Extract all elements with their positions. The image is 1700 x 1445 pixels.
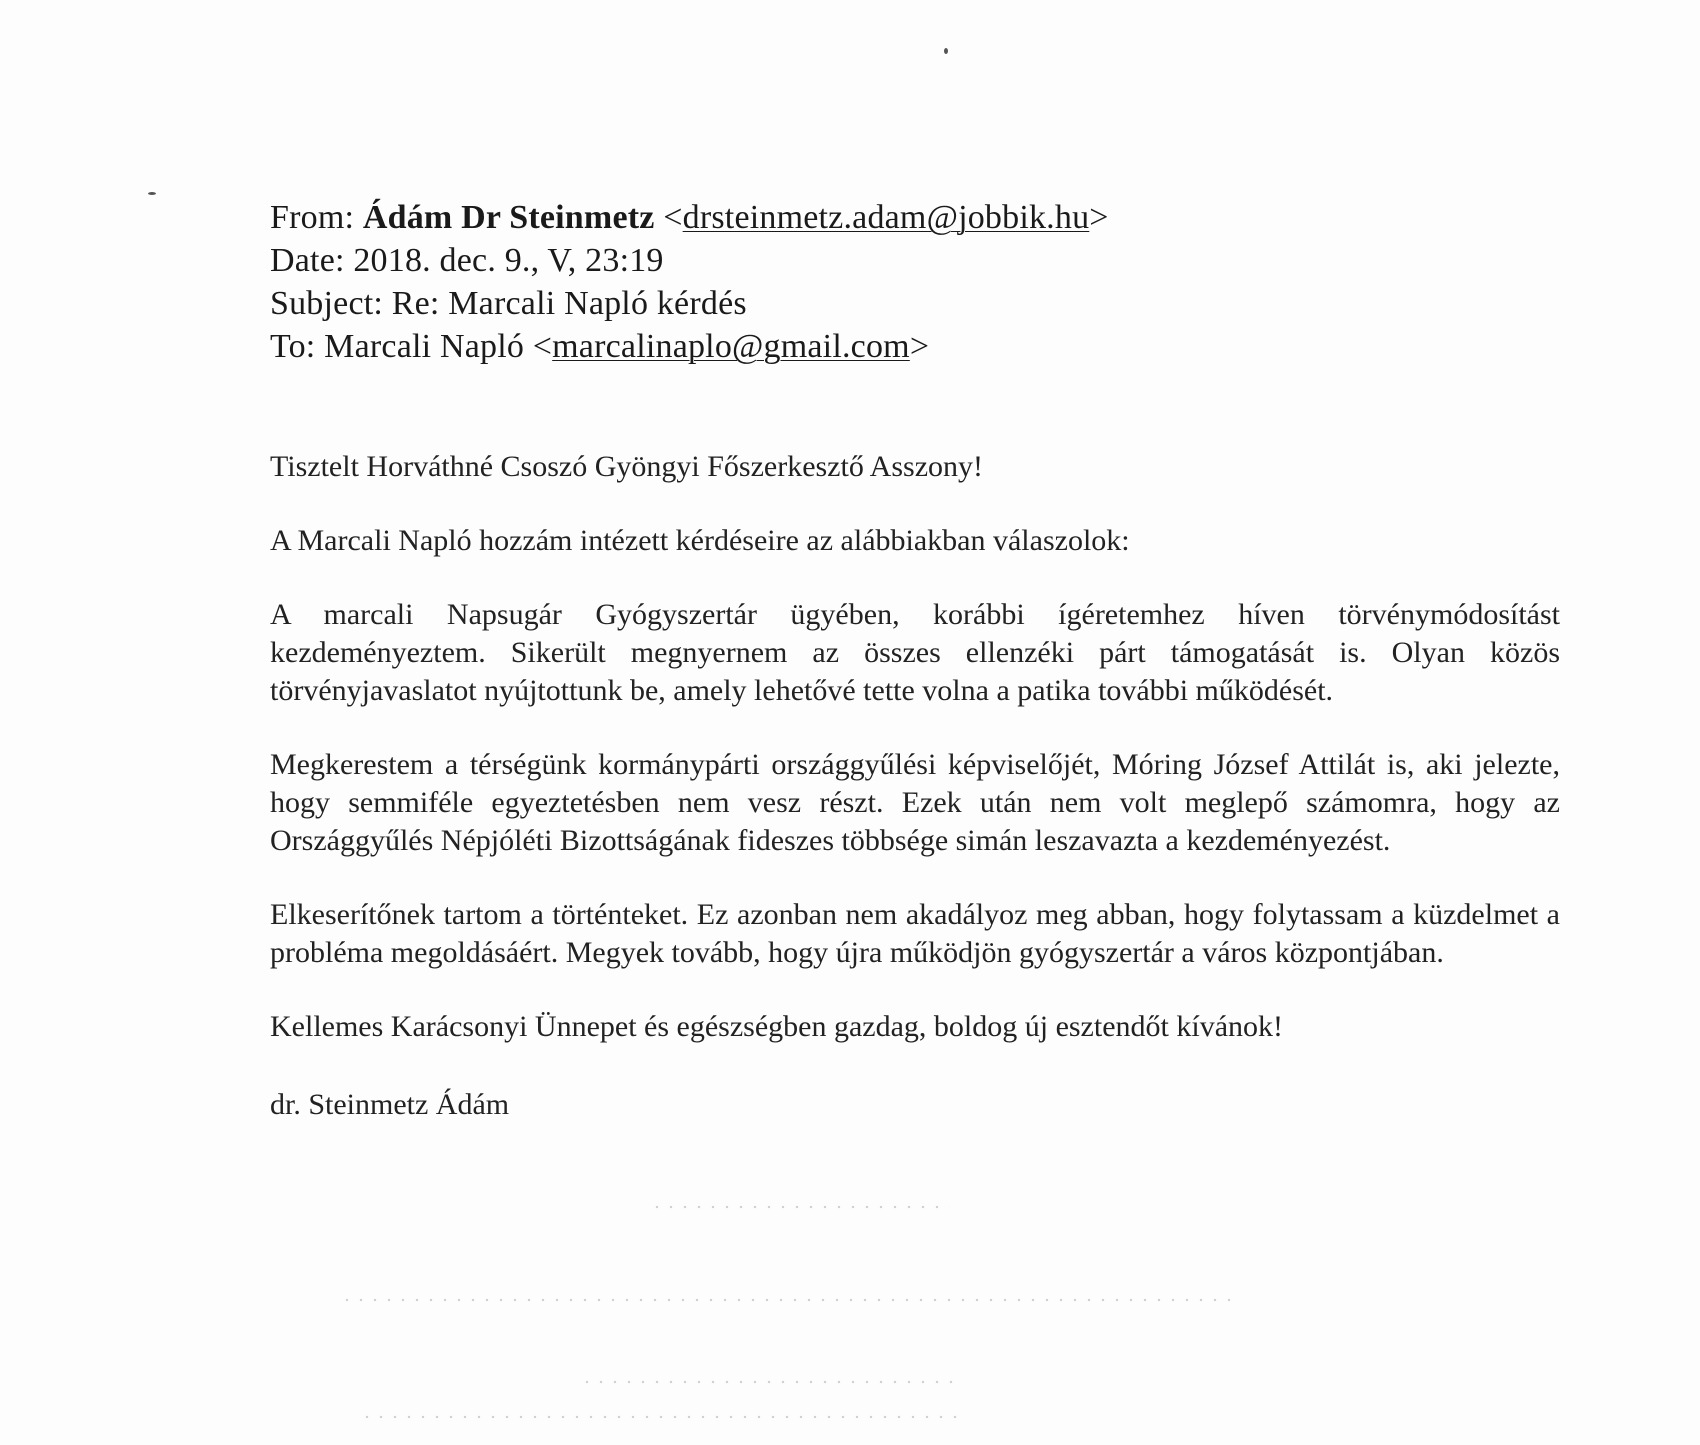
scan-noise: [360, 1415, 960, 1419]
recipient-email-close: >: [909, 328, 930, 365]
email-header: [270, 196, 1109, 368]
scan-noise: [650, 1205, 950, 1209]
letter-intro: A Marcali Napló hozzám intézett kérdéseire az alábbiakban válaszolok:: [270, 524, 1130, 557]
subject-line: [270, 282, 1109, 325]
subject-label: Subject:: [270, 285, 384, 322]
to-label: To:: [270, 328, 316, 365]
sender-email-close: >: [1089, 199, 1109, 236]
subject-value: Re: Marcali Napló kérdés: [391, 285, 747, 322]
to-line: [270, 325, 1109, 368]
letter-paragraph: A marcali Napsugár Gyógyszertár ügyében, korábbi ígéretemhez híven törvénymódosítást kezdeményeztem. Sikerült megnyernem az összes ellenzéki párt támogatását is. Olyan közös törvényjavaslatot nyújtottunk be, amely lehetővé tette volna a patika további működését.: [270, 598, 1560, 707]
date-line: [270, 239, 1109, 282]
scan-noise: [340, 1298, 1240, 1302]
sender-email-link[interactable]: drsteinmetz.adam@jobbik.hu: [682, 199, 1090, 236]
from-label: From:: [270, 199, 355, 236]
letter-paragraph: Megkerestem a térségünk kormánypárti országgyűlési képviselőjét, Móring József Attilát is, aki jelezte, hogy semmiféle egyeztetésben nem vesz részt. Ezek után nem volt meglepő számomra, hogy az Országgyűlés Népjóléti Bizottságának fideszes többsége simán leszavazta a kezdeményezést.: [270, 748, 1560, 857]
sender-email-open: <: [663, 199, 683, 236]
date-value: 2018. dec. 9., V, 23:19: [353, 242, 664, 279]
date-label: Date:: [270, 242, 345, 279]
recipient-name: Marcali Napló: [324, 328, 525, 365]
letter-salutation: Tisztelt Horváthné Csoszó Gyöngyi Főszerkesztő Asszony!: [270, 450, 983, 483]
letter-body: [270, 448, 1560, 1124]
recipient-email-open: <: [532, 328, 553, 365]
recipient-email-link[interactable]: marcalinaplo@gmail.com: [552, 328, 910, 365]
scan-noise: [580, 1380, 960, 1384]
from-line: [270, 196, 1109, 239]
letter-signature: dr. Steinmetz Ádám: [270, 1088, 510, 1121]
letter-closing: Kellemes Karácsonyi Ünnepet és egészségben gazdag, boldog új esztendőt kívánok!: [270, 1010, 1283, 1043]
scan-speck: [944, 48, 948, 54]
scan-speck: [148, 192, 156, 195]
sender-name: Ádám Dr Steinmetz: [362, 199, 655, 236]
letter-paragraph: Elkeserítőnek tartom a történteket. Ez azonban nem akadályoz meg abban, hogy folytassam a küzdelmet a probléma megoldásáért. Megyek tovább, hogy újra működjön gyógyszertár a város központjában.: [270, 898, 1560, 969]
